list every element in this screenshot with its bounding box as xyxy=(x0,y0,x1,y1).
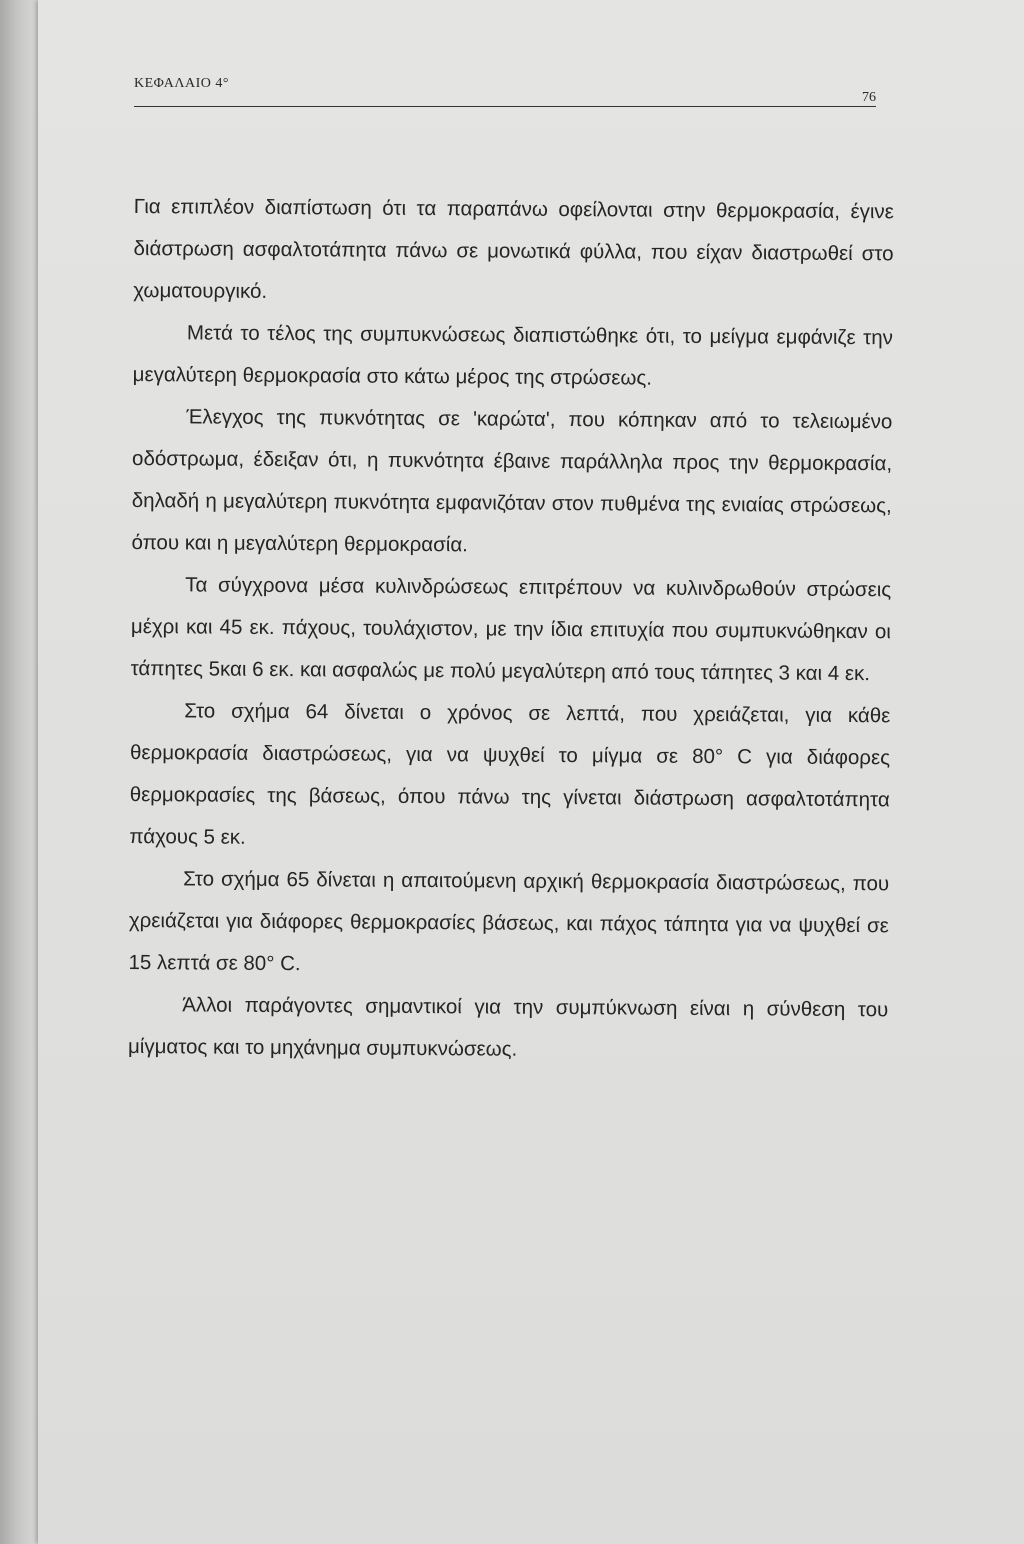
paragraph-3: Έλεγχος της πυκνότητας σε 'καρώτα', που κόπηκαν από το τελειωμένο οδόστρωμα, έδειξαν ότι, η πυκνότητα έβαινε παράλληλα προς την θερμοκρασία, δηλαδή η μεγαλύτερη πυκνότητα εμφανιζόταν στον πυθμένα της ενιαίας στρώσεως, όπου και η μεγαλύτερη θερμοκρασία. xyxy=(131,405,893,557)
scan-edge-shadow xyxy=(0,0,40,1544)
chapter-label: ΚΕΦΑΛΑΙΟ 4° xyxy=(134,76,229,91)
paragraph-1: Για επιπλέον διαπίστωση ότι τα παραπάνω οφείλονται στην θερμοκρασία, έγινε διάστρωση ασφαλτοτάπητα πάνω σε μονωτικά φύλλα, που είχαν διαστρωθεί στο χωματουργικό. xyxy=(133,194,894,303)
paragraph-5: Στο σχήμα 64 δίνεται ο χρόνος σε λεπτά, που χρειάζεται, για κάθε θερμοκρασία διαστρώσεως, για να ψυχθεί το μίγμα σε 80° C για διάφορες θερμοκρασίες της βάσεως, όπου πάνω της γίνεται διάστρωση ασφαλτοτάπητα πάχους 5 εκ. xyxy=(129,699,891,849)
paragraph-4: Τα σύγχρονα μέσα κυλινδρώσεως επιτρέπουν να κυλινδρωθούν στρώσεις μέχρι και 45 εκ. πάχους, τουλάχιστον, με την ίδια επιτυχία που συμπυκνώθηκαν οι τάπητες 5και 6 εκ. και ασφαλώς με πολύ μεγαλύτερη από τους τάπητες 3 και 4 εκ. xyxy=(130,573,892,686)
paragraph-7: Άλλοι παράγοντες σημαντικοί για την συμπύκνωση είναι η σύνθεση του μίγματος και το μηχάνημα συμπυκνώσεως. xyxy=(127,993,889,1061)
page-header xyxy=(134,76,876,107)
paragraph-6: Στο σχήμα 65 δίνεται η απαιτούμενη αρχική θερμοκρασία διαστρώσεως, που χρειάζεται για διάφορες θερμοκρασίες βάσεως, και πάχος τάπητα για να ψυχθεί σε 15 λεπτά σε 80° C. xyxy=(128,867,890,976)
body-text xyxy=(128,186,894,1073)
page-number: 76 xyxy=(862,90,876,105)
paragraph-2: Μετά το τέλος της συμπυκνώσεως διαπιστώθηκε ότι, το μείγμα εμφάνιζε την μεγαλύτερη θερμοκρασία στο κάτω μέρος της στρώσεως. xyxy=(132,321,894,390)
